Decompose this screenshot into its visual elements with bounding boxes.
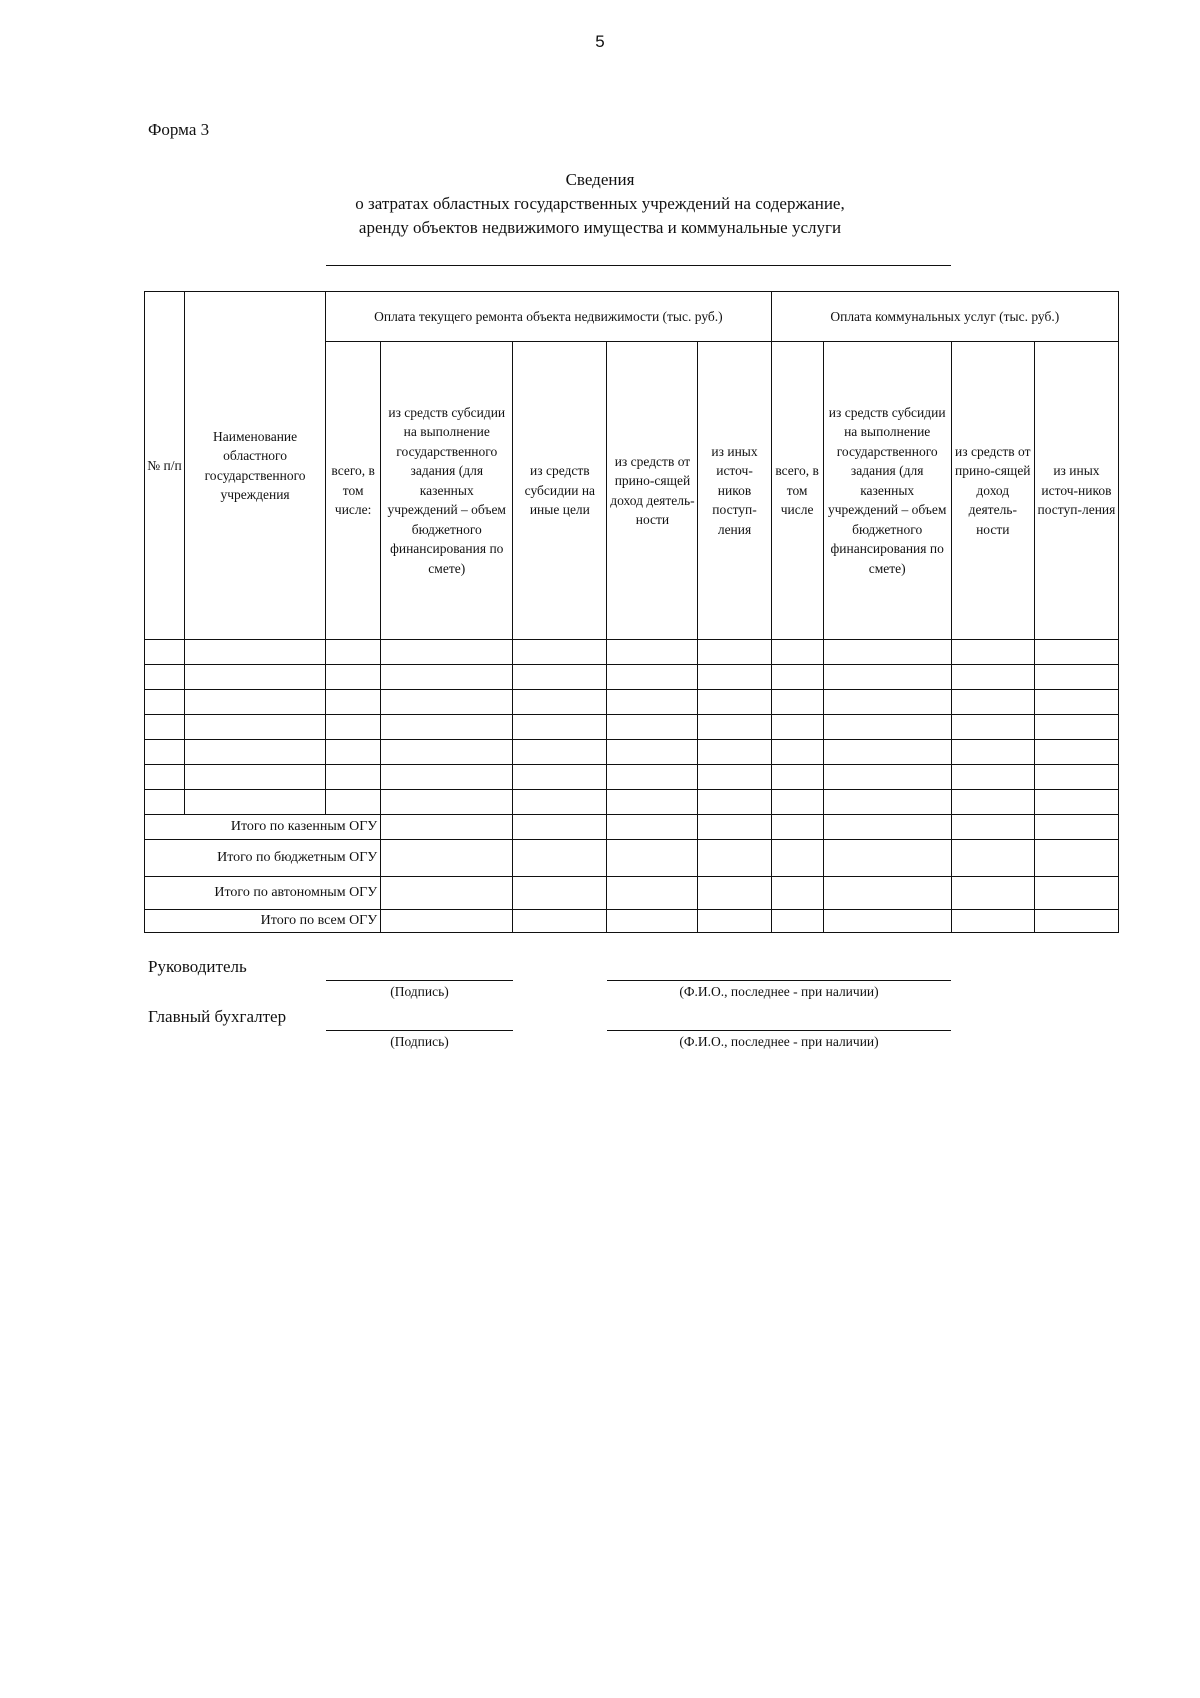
table-cell[interactable] xyxy=(951,765,1034,790)
table-cell[interactable] xyxy=(185,715,326,740)
table-row xyxy=(145,740,1119,765)
header-util-subsidy: из средств субсидии на выполнение государственного задания (для казенных учреждений – объем бюджетного финансирования по смете) xyxy=(823,342,951,640)
table-cell[interactable] xyxy=(771,640,823,665)
table-cell[interactable] xyxy=(607,910,698,933)
table-cell[interactable] xyxy=(951,790,1034,815)
table-cell[interactable] xyxy=(381,790,513,815)
header-group-utilities: Оплата коммунальных услуг (тыс. руб.) xyxy=(771,292,1118,342)
table-cell[interactable] xyxy=(381,740,513,765)
table-cell[interactable] xyxy=(607,640,698,665)
table-cell[interactable] xyxy=(381,640,513,665)
accountant-signature-line[interactable] xyxy=(326,1030,513,1031)
head-name-caption: (Ф.И.О., последнее - при наличии) xyxy=(679,984,879,999)
table-cell[interactable] xyxy=(185,740,326,765)
table-cell[interactable] xyxy=(326,665,381,690)
table-cell[interactable] xyxy=(513,690,607,715)
header-repair-other-sources: из иных источ-ников поступ-ления xyxy=(698,342,771,640)
table-row xyxy=(145,715,1119,740)
table-cell[interactable] xyxy=(1034,840,1118,877)
table-cell[interactable] xyxy=(513,840,607,877)
table-cell[interactable] xyxy=(771,790,823,815)
title-underline xyxy=(326,265,951,266)
table-cell[interactable] xyxy=(698,790,771,815)
data-rows xyxy=(145,640,1119,815)
document-title xyxy=(0,168,1200,240)
table-cell[interactable] xyxy=(698,765,771,790)
table-cell[interactable] xyxy=(326,690,381,715)
header-group-repair: Оплата текущего ремонта объекта недвижимости (тыс. руб.) xyxy=(326,292,771,342)
table-cell[interactable] xyxy=(145,665,185,690)
header-repair-income: из средств от прино-сящей доход деятель-ности xyxy=(607,342,698,640)
total-row xyxy=(145,910,1119,933)
table-cell[interactable] xyxy=(145,740,185,765)
head-signature-line[interactable] xyxy=(326,980,513,981)
table-cell[interactable] xyxy=(823,765,951,790)
table-cell[interactable] xyxy=(607,815,698,840)
table-cell[interactable] xyxy=(698,740,771,765)
total-label-kazennye: Итого по казенным ОГУ xyxy=(145,815,381,840)
header-name: Наименование областного государственного учреждения xyxy=(185,292,326,640)
table-cell[interactable] xyxy=(823,640,951,665)
table-cell[interactable] xyxy=(185,640,326,665)
table-cell[interactable] xyxy=(185,765,326,790)
header-repair-total: всего, в том числе: xyxy=(326,342,381,640)
table-cell[interactable] xyxy=(823,910,951,933)
table-cell[interactable] xyxy=(771,910,823,933)
table-cell[interactable] xyxy=(698,640,771,665)
header-repair-other-goals: из средств субсидии на иные цели xyxy=(513,342,607,640)
table-cell[interactable] xyxy=(145,715,185,740)
table-cell[interactable] xyxy=(145,790,185,815)
table-cell[interactable] xyxy=(607,877,698,910)
table-cell[interactable] xyxy=(951,840,1034,877)
table-cell[interactable] xyxy=(326,715,381,740)
total-row xyxy=(145,815,1119,840)
table-cell[interactable] xyxy=(698,815,771,840)
table-row xyxy=(145,765,1119,790)
table-row xyxy=(145,690,1119,715)
table-cell[interactable] xyxy=(823,690,951,715)
table-cell[interactable] xyxy=(607,840,698,877)
table-cell[interactable] xyxy=(145,690,185,715)
table-cell[interactable] xyxy=(951,740,1034,765)
table-cell[interactable] xyxy=(607,715,698,740)
table-cell[interactable] xyxy=(951,715,1034,740)
table-cell[interactable] xyxy=(381,840,513,877)
table-cell[interactable] xyxy=(771,740,823,765)
table-cell[interactable] xyxy=(771,715,823,740)
table-cell[interactable] xyxy=(381,877,513,910)
table-cell[interactable] xyxy=(513,815,607,840)
table-cell[interactable] xyxy=(326,765,381,790)
table-cell[interactable] xyxy=(823,715,951,740)
table-row xyxy=(145,640,1119,665)
table-cell[interactable] xyxy=(513,910,607,933)
header-util-income: из средств от прино-сящей доход деятель-ности xyxy=(951,342,1034,640)
table-cell[interactable] xyxy=(951,877,1034,910)
table-cell[interactable] xyxy=(771,690,823,715)
table-cell[interactable] xyxy=(951,640,1034,665)
table-cell[interactable] xyxy=(823,840,951,877)
table-cell[interactable] xyxy=(698,665,771,690)
table-cell[interactable] xyxy=(145,765,185,790)
table-cell[interactable] xyxy=(381,910,513,933)
table-cell[interactable] xyxy=(381,665,513,690)
accountant-name-caption: (Ф.И.О., последнее - при наличии) xyxy=(679,1034,879,1049)
table-cell[interactable] xyxy=(1034,665,1118,690)
table-cell[interactable] xyxy=(185,690,326,715)
table-cell[interactable] xyxy=(513,765,607,790)
table-cell[interactable] xyxy=(607,790,698,815)
table-cell[interactable] xyxy=(607,740,698,765)
table-cell[interactable] xyxy=(771,840,823,877)
title-line-3: аренду объектов недвижимого имущества и коммунальные услуги xyxy=(358,218,842,237)
header-util-total: всего, в том числе xyxy=(771,342,823,640)
table-cell[interactable] xyxy=(381,690,513,715)
table-cell[interactable] xyxy=(513,665,607,690)
total-label-byudzhetnye: Итого по бюджетным ОГУ xyxy=(145,840,381,877)
table-cell[interactable] xyxy=(951,910,1034,933)
header-repair-subsidy: из средств субсидии на выполнение государственного задания (для казенных учреждений – объем бюджетного финансирования по смете) xyxy=(381,342,513,640)
head-signature-caption: (Подпись) xyxy=(390,984,449,999)
table-cell[interactable] xyxy=(513,640,607,665)
chief-accountant-label: Главный бухгалтер xyxy=(148,1007,287,1026)
table-cell[interactable] xyxy=(607,765,698,790)
table-cell[interactable] xyxy=(1034,640,1118,665)
table-cell[interactable] xyxy=(185,790,326,815)
total-label-avtonomnye: Итого по автономным ОГУ xyxy=(145,877,381,910)
table-cell[interactable] xyxy=(1034,690,1118,715)
table-cell[interactable] xyxy=(513,740,607,765)
table-cell[interactable] xyxy=(951,815,1034,840)
total-label-all: Итого по всем ОГУ xyxy=(145,910,381,933)
table-cell[interactable] xyxy=(326,740,381,765)
accountant-signature-caption: (Подпись) xyxy=(390,1034,449,1049)
total-row xyxy=(145,840,1119,877)
title-line-1: Сведения xyxy=(565,170,635,189)
table-row xyxy=(145,790,1119,815)
table-cell[interactable] xyxy=(1034,877,1118,910)
page-number: 5 xyxy=(595,32,605,51)
table-cell[interactable] xyxy=(513,715,607,740)
header-util-other-sources: из иных источ-ников поступ-ления xyxy=(1034,342,1118,640)
table-cell[interactable] xyxy=(698,910,771,933)
table-cell[interactable] xyxy=(823,815,951,840)
table-cell[interactable] xyxy=(381,765,513,790)
table-cell[interactable] xyxy=(1034,740,1118,765)
table-cell[interactable] xyxy=(513,790,607,815)
table-cell[interactable] xyxy=(823,665,951,690)
accountant-name-line[interactable] xyxy=(607,1030,951,1031)
header-num: № п/п xyxy=(145,292,185,640)
title-line-2: о затратах областных государственных учреждений на содержание, xyxy=(355,194,845,213)
table-cell[interactable] xyxy=(381,815,513,840)
table-cell[interactable] xyxy=(326,640,381,665)
table-row xyxy=(145,665,1119,690)
table-cell[interactable] xyxy=(951,690,1034,715)
table-cell[interactable] xyxy=(771,877,823,910)
table-cell[interactable] xyxy=(607,690,698,715)
table-cell[interactable] xyxy=(381,715,513,740)
head-label: Руководитель xyxy=(148,957,247,976)
table-cell[interactable] xyxy=(698,877,771,910)
table-cell[interactable] xyxy=(698,840,771,877)
table-cell[interactable] xyxy=(326,790,381,815)
table-cell[interactable] xyxy=(1034,910,1118,933)
table-cell[interactable] xyxy=(1034,715,1118,740)
table-cell[interactable] xyxy=(1034,765,1118,790)
table-cell[interactable] xyxy=(698,715,771,740)
table-cell[interactable] xyxy=(823,790,951,815)
table-cell[interactable] xyxy=(513,877,607,910)
total-row xyxy=(145,877,1119,910)
table-cell[interactable] xyxy=(951,665,1034,690)
table-cell[interactable] xyxy=(607,665,698,690)
table-cell[interactable] xyxy=(771,765,823,790)
head-name-line[interactable] xyxy=(607,980,951,981)
table-cell[interactable] xyxy=(823,740,951,765)
table-cell[interactable] xyxy=(145,640,185,665)
table-cell[interactable] xyxy=(771,665,823,690)
table-cell[interactable] xyxy=(823,877,951,910)
table-cell[interactable] xyxy=(1034,815,1118,840)
table-cell[interactable] xyxy=(698,690,771,715)
table-cell[interactable] xyxy=(185,665,326,690)
table-cell[interactable] xyxy=(1034,790,1118,815)
form-label: Форма 3 xyxy=(148,120,210,139)
table-cell[interactable] xyxy=(771,815,823,840)
expenses-table xyxy=(144,291,1119,933)
